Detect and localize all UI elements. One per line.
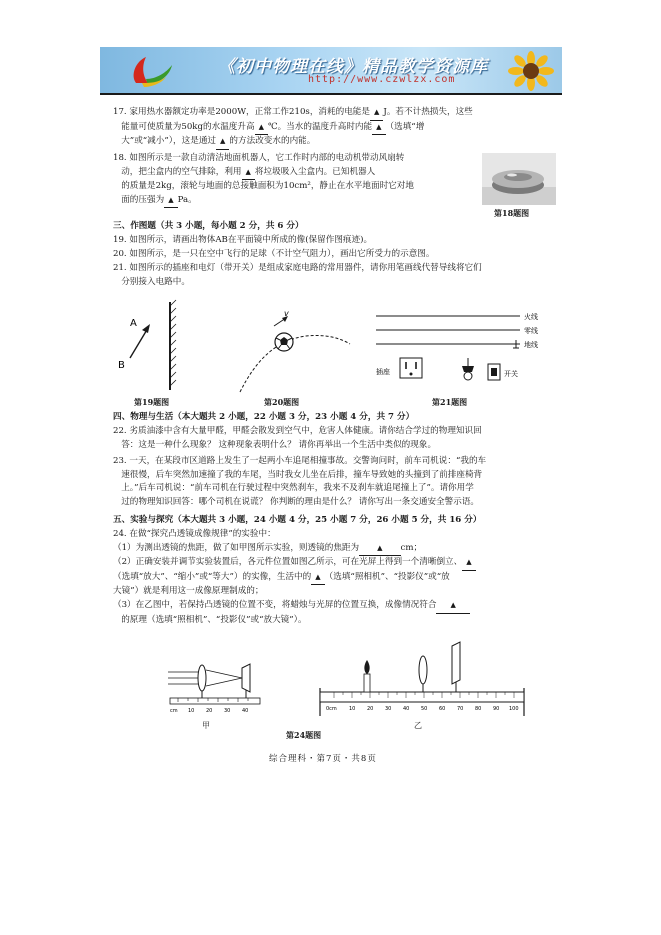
figure-24-jia-label: 甲 bbox=[202, 721, 210, 730]
figure-21-circuit bbox=[370, 302, 550, 394]
figure-24-yi bbox=[316, 640, 530, 720]
header-title: 《初中物理在线》精品教学资源库 bbox=[218, 57, 488, 77]
figure-24-yi-label: 乙 bbox=[414, 721, 422, 730]
yi-tick-label: 30 bbox=[385, 706, 392, 712]
jia-tick-label: cm bbox=[170, 708, 178, 714]
point-a-label: A bbox=[130, 318, 137, 329]
yi-tick-label: 80 bbox=[475, 706, 482, 712]
yi-tick-label: 70 bbox=[457, 706, 464, 712]
figure-18-caption: 第18题图 bbox=[494, 208, 530, 218]
answer-blank[interactable]: ▲ bbox=[216, 135, 229, 150]
figure-20-football bbox=[226, 300, 352, 396]
robot-cleaner-photo bbox=[482, 153, 556, 205]
section-3-heading: 三、作图题（共 3 小题，每小题 2 分，共 6 分） bbox=[113, 221, 304, 231]
figure-24-jia bbox=[168, 652, 264, 718]
yi-tick-label: 50 bbox=[421, 706, 428, 712]
figure-19-caption: 第19题图 bbox=[134, 397, 170, 407]
ground-wire-label: 地线 bbox=[524, 341, 538, 349]
section-5-heading: 五、实验与探究（本大题共 3 小题，24 小题 4 分，25 小题 7 分，26 小题 5 分，共 16 分） bbox=[113, 515, 482, 525]
figure-24-caption: 第24题图 bbox=[286, 730, 322, 740]
question-23: 23. 一天，在某段市区道路上发生了一起两小车追尾相撞事故。交警询问时，前车司机说：“我的车 速很慢，后车突然加速撞了我的车尾，当时我女儿坐在后排，撞车导致她的头撞到了前排座椅背 上。”后车司机说：“前车司机在行驶过程中突然刹车，我来不及刹车就追尾撞上了”。请你用学 过的物理知识回答：哪个司机在说谎？ 你判断的理由是什么？ 请你写出一条交通安全警示语。 bbox=[113, 456, 487, 507]
section-4-heading: 四、物理与生活（本大题共 2 小题，22 小题 3 分，23 小题 4 分，共 7 分） bbox=[113, 412, 415, 422]
neutral-wire-label: 零线 bbox=[524, 327, 538, 335]
answer-blank[interactable]: ▲ bbox=[311, 571, 324, 586]
yi-tick-label: 40 bbox=[403, 706, 410, 712]
answer-blank[interactable]: ▲ bbox=[255, 121, 268, 136]
answer-blank[interactable]: ▲ bbox=[359, 542, 400, 557]
page-footer: 综合理科・第7页・共8页 bbox=[269, 754, 377, 764]
answer-blank[interactable]: ▲ bbox=[462, 556, 475, 571]
switch-label: 开关 bbox=[504, 370, 518, 378]
logo-icon bbox=[126, 53, 176, 89]
figure-19-mirror bbox=[112, 298, 202, 394]
jia-tick-label: 10 bbox=[188, 708, 195, 714]
figure-20-caption: 第20题图 bbox=[264, 397, 300, 407]
question-24: 24. 在做“探究凸透镜成像规律”的实验中： （1）为测出透镜的焦距，做了如甲图所示实验，则透镜的焦距为 ▲ cm； （2）正确安装并调节实验装置后，各元件位置如图乙所示，可在光屏上得到一个清晰倒立、 ▲ （选填“放大”、“缩小”或“等大”）的实像，生活中的 ▲ （选填“照相机”、“投影仪”或“放 大镜”）就是利用这一成像原理制成的； （3）在乙图中，若保持凸透镜的位置不变，将蜡烛与光屏的位置互换，成像情况符合 ▲ 的原理（选填“照相机”、“投影仪”或“放大镜”）。 bbox=[113, 528, 553, 627]
answer-blank[interactable]: ▲ bbox=[370, 106, 383, 121]
yi-tick-label: 20 bbox=[367, 706, 374, 712]
velocity-label: v bbox=[284, 309, 289, 318]
yi-tick-label: 0cm bbox=[326, 706, 337, 712]
point-b-label: B bbox=[118, 360, 125, 371]
yi-tick-label: 90 bbox=[493, 706, 500, 712]
header-banner bbox=[100, 47, 562, 95]
question-21: 21. 如图所示的插座和电灯（带开关）是组成家庭电路的常用器件，请你用笔画线代替导线将它们 分别接入电路中。 bbox=[113, 263, 482, 287]
jia-tick-label: 30 bbox=[224, 708, 231, 714]
answer-blank[interactable]: ▲ bbox=[436, 599, 469, 614]
question-22: 22. 劣质油漆中含有大量甲醛，甲醛会散发到空气中，危害人体健康。请你结合学过的物理知识回 答：这是一种什么现象？ 这种现象表明什么？ 请你再举出一个生活中类似的现象。 bbox=[113, 426, 482, 450]
header-url[interactable]: http://www.czwlzx.com bbox=[308, 74, 456, 85]
answer-blank[interactable]: ▲ bbox=[372, 121, 385, 136]
yi-tick-label: 100 bbox=[509, 706, 519, 712]
yi-tick-label: 60 bbox=[439, 706, 446, 712]
live-wire-label: 火线 bbox=[524, 313, 538, 321]
figure-21-caption: 第21题图 bbox=[432, 397, 468, 407]
socket-label: 插座 bbox=[376, 368, 390, 376]
question-20: 20. 如图所示，是一只在空中飞行的足球（不计空气阻力），画出它所受力的示意图。 bbox=[113, 249, 435, 259]
answer-blank[interactable]: ▲ bbox=[164, 194, 177, 209]
sunflower-icon bbox=[506, 51, 556, 91]
answer-blank[interactable]: ▲ bbox=[242, 166, 255, 181]
question-19: 19. 如图所示，请画出物体AB在平面镜中所成的像(保留作图痕迹)。 bbox=[113, 235, 373, 245]
yi-tick-label: 10 bbox=[349, 706, 356, 712]
question-17: 17. 家用热水器额定功率是2000W，正常工作210s，消耗的电能是 ▲ J。若不计热损失，这些 能量可使质量为50kg的水温度升高 ▲ ℃。当水的温度升高时内能 ▲ （选填“增 大”或“减小”），这是通过 ▲ 的方法改变水的内能。 bbox=[113, 106, 553, 150]
question-18: 18. 如图所示是一款自动清洁地面机器人，它工作时内部的电动机带动风扇转 动，把尘盒内的空气排除，利用 ▲ 将垃圾吸入尘盒内。已知机器人 的质量是2kg，滚轮与地面的总接触面积为10cm²，静止在水平地面时它对地 面的压强为 ▲ Pa。 bbox=[113, 152, 473, 208]
jia-tick-label: 40 bbox=[242, 708, 249, 714]
jia-tick-label: 20 bbox=[206, 708, 213, 714]
